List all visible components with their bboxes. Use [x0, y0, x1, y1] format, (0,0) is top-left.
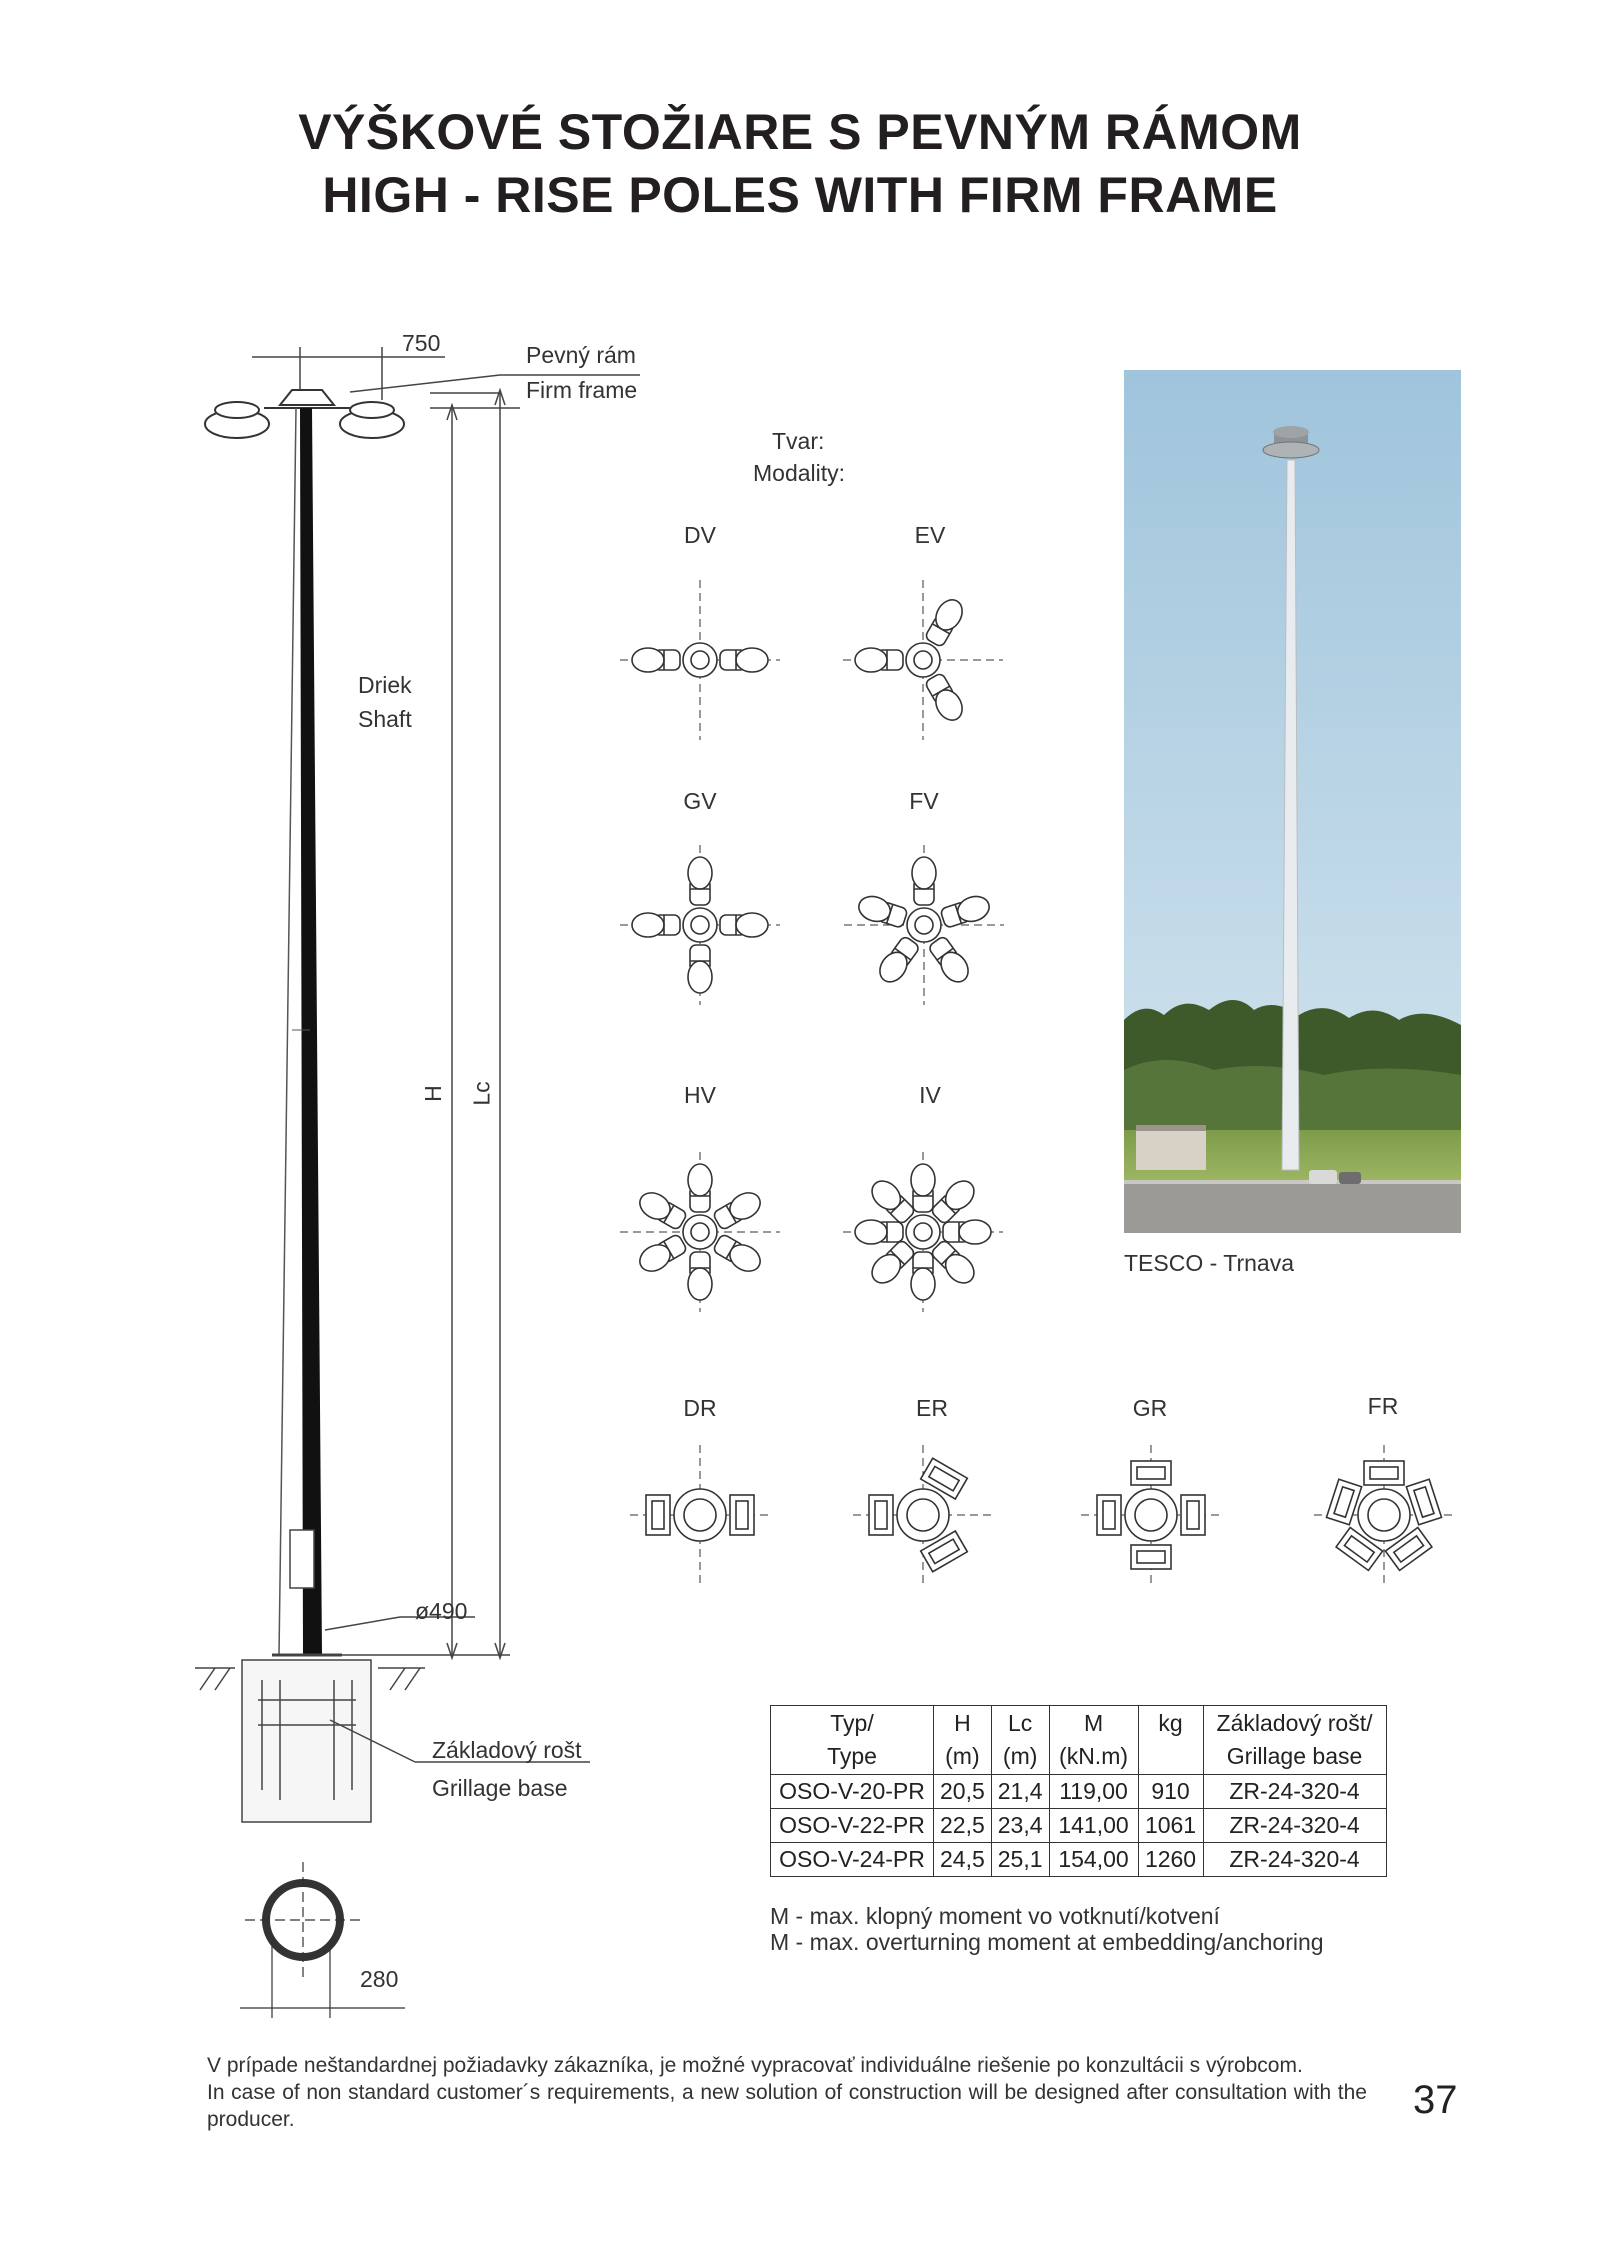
- luminaire: [1406, 1479, 1441, 1524]
- shaft-label-sk: Driek: [358, 672, 412, 698]
- luminaire: [1364, 1461, 1404, 1485]
- luminaire: [711, 1188, 765, 1233]
- luminaire: [688, 1164, 712, 1212]
- cell-h: 20,5: [934, 1775, 992, 1809]
- cell-kg: 1061: [1138, 1809, 1203, 1843]
- cell-h: 22,5: [934, 1809, 992, 1843]
- cell-m: 154,00: [1049, 1843, 1138, 1877]
- luminaire: [912, 857, 936, 905]
- luminaire: [866, 1175, 917, 1226]
- footer-sk: V prípade neštandardnej požiadavky zákazníka, je možné vypracovať individuálne riešenie po konzultácii s výrobcom.: [207, 2054, 1303, 2077]
- luminaire: [1181, 1495, 1205, 1535]
- shape-fv: [844, 845, 1004, 1005]
- shape-label-dr: DR: [683, 1395, 717, 1421]
- col-kg: kg: [1138, 1706, 1203, 1775]
- grillage-label-sk: Základový rošt: [432, 1737, 582, 1763]
- cell-lc: 23,4: [991, 1809, 1049, 1843]
- luminaire: [911, 1252, 935, 1300]
- col-grillage: Základový rošt/ Grillage base: [1203, 1706, 1386, 1775]
- dim-base-label: ø490: [415, 1598, 468, 1624]
- luminaire: [1131, 1545, 1171, 1569]
- shape-gv: [620, 845, 780, 1005]
- shapes-heading-en: Modality:: [753, 460, 846, 486]
- table-row: [771, 1809, 1387, 1843]
- frame-label-en: Firm frame: [526, 377, 638, 403]
- shape-ev: [843, 580, 1003, 740]
- table-header-row: [771, 1706, 1387, 1775]
- shape-label-iv: IV: [919, 1082, 941, 1108]
- shape-fr: [1314, 1445, 1454, 1585]
- grillage-label-en: Grillage base: [432, 1775, 568, 1801]
- frame-label-sk: Pevný rám: [526, 342, 636, 368]
- dim-lc-label: Lc: [468, 1081, 495, 1106]
- cell-lc: 21,4: [991, 1775, 1049, 1809]
- cell-m: 119,00: [1049, 1775, 1138, 1809]
- shape-dv: [620, 580, 780, 740]
- reference-photo: [1124, 370, 1461, 1233]
- luminaire: [929, 1175, 980, 1226]
- cell-grillage: ZR-24-320-4: [1203, 1843, 1386, 1877]
- cell-m: 141,00: [1049, 1809, 1138, 1843]
- shape-gr: [1081, 1445, 1221, 1585]
- cell-type: OSO-V-22-PR: [771, 1809, 934, 1843]
- luminaire: [923, 595, 968, 649]
- spec-table: [770, 1705, 1387, 1877]
- luminaire: [632, 913, 680, 937]
- luminaire: [874, 934, 922, 987]
- cell-h: 24,5: [934, 1843, 992, 1877]
- luminaire: [1326, 1479, 1361, 1524]
- shape-hv: [620, 1152, 780, 1312]
- col-h: H (m): [934, 1706, 992, 1775]
- col-lc: Lc (m): [991, 1706, 1049, 1775]
- luminaire: [711, 1232, 765, 1277]
- shapes-heading-sk: Tvar:: [772, 428, 825, 454]
- cell-grillage: ZR-24-320-4: [1203, 1809, 1386, 1843]
- luminaire: [855, 1220, 903, 1244]
- cell-grillage: ZR-24-320-4: [1203, 1775, 1386, 1809]
- luminaire: [688, 945, 712, 993]
- luminaire: [688, 857, 712, 905]
- shape-er: [853, 1445, 993, 1585]
- luminaire: [635, 1188, 689, 1233]
- title-sk: VÝŠKOVÉ STOŽIARE S PEVNÝM RÁMOM: [298, 104, 1302, 160]
- col-m: M (kN.m): [1049, 1706, 1138, 1775]
- shape-label-dv: DV: [684, 522, 716, 548]
- footer-en: In case of non standard customer´s requirements, a new solution of construction will be designed after consultation with the producer.: [207, 2081, 1367, 2131]
- dim-frame-label: 750: [402, 330, 441, 356]
- luminaire: [1097, 1495, 1121, 1535]
- luminaire: [720, 648, 768, 672]
- shape-label-fv: FV: [909, 788, 939, 814]
- table-row: [771, 1775, 1387, 1809]
- dim-h-label: H: [419, 1085, 446, 1102]
- luminaire: [1131, 1461, 1171, 1485]
- luminaire: [635, 1232, 689, 1277]
- cell-type: OSO-V-24-PR: [771, 1843, 934, 1877]
- shaft-label-en: Shaft: [358, 706, 412, 732]
- luminaire: [730, 1495, 754, 1535]
- cell-lc: 25,1: [991, 1843, 1049, 1877]
- luminaire: [632, 648, 680, 672]
- cell-kg: 1260: [1138, 1843, 1203, 1877]
- dim-section-label: 280: [360, 1966, 399, 1992]
- luminaire: [720, 913, 768, 937]
- luminaire: [688, 1252, 712, 1300]
- luminaire: [943, 1220, 991, 1244]
- photo-caption: TESCO - Trnava: [1124, 1250, 1294, 1276]
- luminaire: [855, 648, 903, 672]
- title-en: HIGH - RISE POLES WITH FIRM FRAME: [322, 167, 1278, 223]
- luminaire: [869, 1495, 893, 1535]
- luminaire: [866, 1238, 917, 1289]
- shape-label-gv: GV: [683, 788, 717, 814]
- shape-iv: [843, 1152, 1003, 1312]
- luminaire: [911, 1164, 935, 1212]
- luminaire: [923, 671, 968, 725]
- note-sk: M - max. klopný moment vo votknutí/kotvení: [770, 1903, 1220, 1929]
- shape-dr: [630, 1445, 770, 1585]
- cell-kg: 910: [1138, 1775, 1203, 1809]
- shape-label-hv: HV: [684, 1082, 716, 1108]
- page-number: 37: [1413, 2078, 1458, 2122]
- shape-label-ev: EV: [914, 522, 946, 548]
- shape-label-er: ER: [916, 1395, 948, 1421]
- luminaire: [926, 934, 974, 987]
- cell-type: OSO-V-20-PR: [771, 1775, 934, 1809]
- table-row: [771, 1843, 1387, 1877]
- shape-label-gr: GR: [1132, 1395, 1168, 1421]
- note-en: M - max. overturning moment at embedding/anchoring: [770, 1929, 1324, 1955]
- luminaire: [646, 1495, 670, 1535]
- col-type: Typ/ Type: [771, 1706, 934, 1775]
- footer-text: [207, 2052, 1367, 2133]
- luminaire: [929, 1238, 980, 1289]
- shape-label-fr: FR: [1367, 1393, 1399, 1419]
